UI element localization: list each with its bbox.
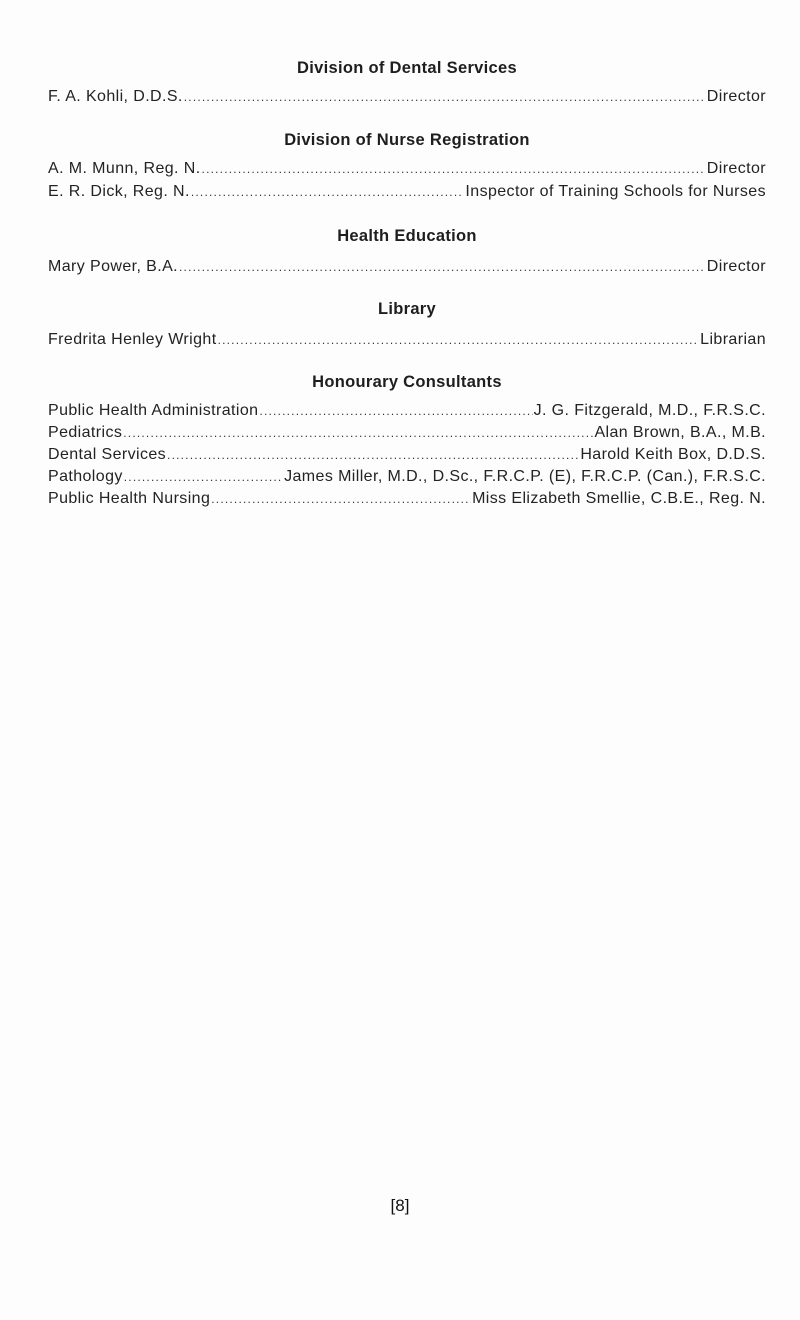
entry-name: F. A. Kohli, D.D.S. — [48, 88, 183, 105]
section-library — [48, 297, 766, 351]
entry-name: Public Health Administration — [48, 402, 259, 419]
section-honourary-consultants — [48, 370, 766, 510]
entry-name: A. M. Munn, Reg. N. — [48, 160, 201, 177]
entry-title: Miss Elizabeth Smellie, C.B.E., Reg. N. — [472, 490, 766, 507]
entry-line — [48, 256, 766, 278]
entry-name: Pediatrics — [48, 424, 123, 441]
entry-title: Inspector of Training Schools for Nurses — [465, 183, 766, 200]
entry-name: E. R. Dick, Reg. N. — [48, 183, 190, 200]
section-nurse-registration — [48, 128, 766, 203]
entry-line — [48, 400, 766, 422]
section-heading: Library — [377, 300, 437, 318]
leader-dots — [167, 444, 579, 466]
page-number: [8] — [390, 1196, 410, 1215]
entry-name: Pathology — [48, 468, 123, 485]
entry-name: Dental Services — [48, 446, 167, 463]
entry-title: Harold Keith Box, D.D.S. — [580, 446, 766, 463]
entry-title: James Miller, M.D., D.Sc., F.R.C.P. (E), F.R.C.P. (Can.), F.R.S.C. — [284, 468, 766, 485]
entry-line — [48, 444, 766, 466]
entry-name: Mary Power, B.A. — [48, 258, 178, 275]
section-health-education — [48, 224, 766, 278]
leader-dots — [211, 488, 471, 510]
entry-line — [48, 86, 766, 108]
section-dental-services — [48, 56, 766, 108]
leader-dots — [179, 256, 706, 278]
leader-dots — [123, 422, 593, 444]
entry-line — [48, 329, 766, 351]
entry-line — [48, 181, 766, 203]
entry-title: Librarian — [700, 331, 766, 348]
leader-dots — [124, 466, 283, 488]
entry-title: Director — [706, 88, 766, 105]
section-heading: Division of Nurse Registration — [284, 131, 530, 149]
document-page — [48, 56, 766, 510]
entry-line — [48, 466, 766, 488]
entry-line — [48, 422, 766, 444]
leader-dots — [191, 181, 465, 203]
entry-line — [48, 488, 766, 510]
entry-name: Public Health Nursing — [48, 490, 211, 507]
entry-name: Fredrita Henley Wright — [48, 331, 217, 348]
entry-line — [48, 158, 766, 180]
entry-title: Alan Brown, B.A., M.B. — [594, 424, 766, 441]
leader-dots — [202, 158, 706, 180]
leader-dots — [259, 400, 532, 422]
entry-title: Director — [706, 160, 766, 177]
section-heading: Division of Dental Services — [297, 59, 517, 77]
leader-dots — [184, 86, 706, 108]
entry-title: J. G. Fitzgerald, M.D., F.R.S.C. — [533, 402, 766, 419]
leader-dots — [218, 329, 700, 351]
section-heading: Honourary Consultants — [312, 373, 502, 391]
entry-title: Director — [706, 258, 766, 275]
section-heading: Health Education — [337, 227, 477, 245]
